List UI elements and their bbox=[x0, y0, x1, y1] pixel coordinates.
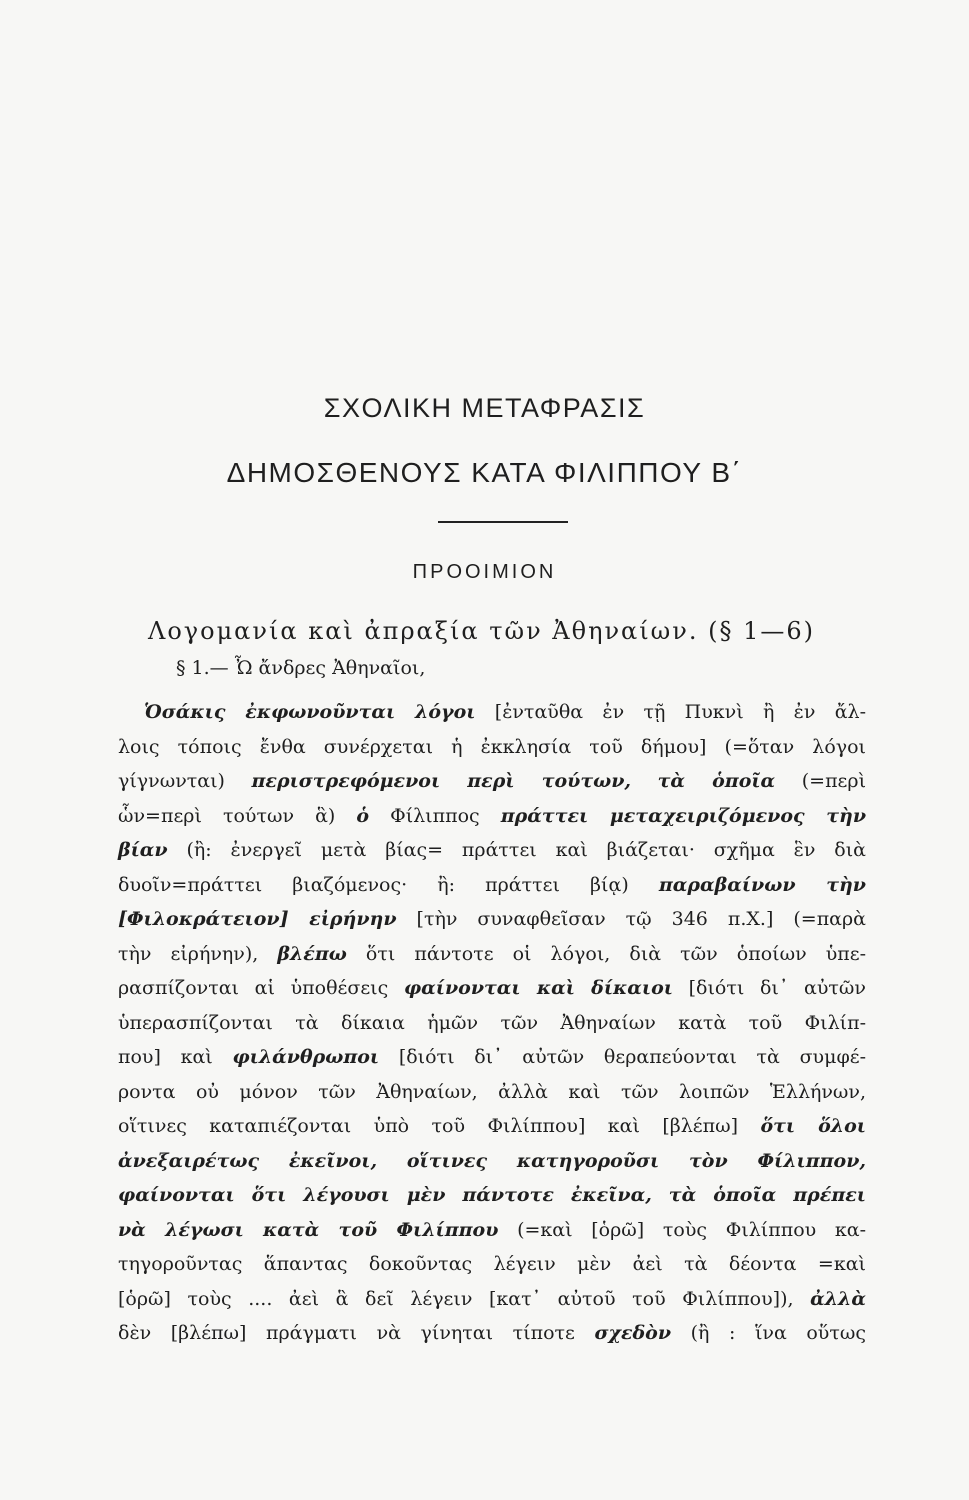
text-line bbox=[118, 833, 866, 868]
text-line bbox=[118, 971, 866, 1006]
text-line bbox=[118, 695, 866, 730]
emphasized-text: [Φιλοκράτειον] εἰρήνην bbox=[118, 908, 397, 930]
text-span: (ἢ: ἐνεργεῖ μετὰ βίας= πράττει καὶ βιάζεται· σχῆμα ἓν διὰ bbox=[167, 839, 866, 861]
text-line bbox=[118, 868, 866, 903]
text-span: [ὁρῶ] τοὺς .... ἀεὶ ἃ δεῖ λέγειν [κατ᾽ αὐτοῦ τοῦ Φιλίππου]), bbox=[118, 1287, 811, 1310]
text-span: τηγοροῦντας ἅπαντας δοκοῦντας λέγειν μὲν ἀεὶ τὰ δέοντα =καὶ bbox=[118, 1253, 866, 1275]
section-heading: ΠΡΟΟΙΜΙΟΝ bbox=[412, 561, 557, 583]
text-line bbox=[118, 764, 866, 799]
emphasized-text: ἀνεξαιρέτως ἐκεῖνοι, οἵτινες κατηγοροῦσι τὸν Φίλιππον, bbox=[118, 1149, 866, 1172]
emphasized-text: περιστρεφόμενοι περὶ τούτων, bbox=[251, 770, 632, 792]
text-span: οἵτινες καταπιέζονται ὑπὸ τοῦ Φιλίππου] καὶ [βλέπω] bbox=[118, 1115, 761, 1137]
emphasized-text: βλέπω bbox=[277, 942, 347, 965]
text-line bbox=[118, 902, 866, 937]
text-span: ροντα οὐ μόνον τῶν Ἀθηναίων, ἀλλὰ καὶ τῶν λοιπῶν Ἑλλήνων, bbox=[118, 1080, 866, 1103]
text-span: δυοῖν=πράττει βιαζόμενος· ἢ: πράττει βίᾳ) bbox=[118, 873, 659, 896]
body-text bbox=[118, 695, 866, 1351]
page-title: ΣΧΟΛΙΚΗ ΜΕΤΑΦΡΑΣΙΣ bbox=[323, 393, 646, 423]
text-span: [διότι δι᾽ αὐτῶν θεραπεύονται τὰ συμφέ- bbox=[379, 1046, 867, 1068]
text-line bbox=[118, 1178, 866, 1213]
text-line bbox=[118, 1075, 866, 1110]
text-span: που] καὶ bbox=[118, 1046, 233, 1068]
text-line bbox=[118, 937, 866, 972]
emphasized-text: σχεδὸν bbox=[594, 1322, 672, 1344]
text-span bbox=[631, 770, 658, 792]
text-span: ὑπερασπίζονται τὰ δίκαια ἡμῶν τῶν Ἀθηναίων κατὰ τοῦ Φιλίπ- bbox=[118, 1011, 866, 1034]
emphasized-text: ὅτι ὅλοι bbox=[760, 1115, 866, 1137]
title-divider bbox=[438, 521, 568, 523]
text-span: δὲν [βλέπω] πράγματι νὰ γίνηται τίποτε bbox=[118, 1322, 595, 1344]
text-line bbox=[118, 1006, 866, 1041]
text-span: λοις τόποις ἔνθα συνέρχεται ἡ ἐκκλησία τοῦ δήμου] (=ὅταν λόγοι bbox=[118, 735, 866, 758]
section-subheading: Λογομανία καὶ ἀπραξία τῶν Ἀθηναίων. (§ 1—6) bbox=[148, 617, 815, 645]
text-line bbox=[118, 1247, 866, 1282]
text-line bbox=[118, 799, 866, 834]
text-span: (ἢ : ἵνα οὕτως bbox=[671, 1322, 867, 1344]
emphasized-text: φαίνονται καὶ δίκαιοι bbox=[403, 977, 673, 999]
emphasized-text: πράττει μεταχειριζόμενος τὴν bbox=[500, 804, 866, 827]
text-line bbox=[118, 1109, 866, 1144]
text-span: τὴν εἰρήνην), bbox=[118, 942, 278, 965]
text-span: (=περὶ bbox=[775, 770, 867, 792]
text-line bbox=[118, 1316, 866, 1351]
text-span: (=καὶ [ὁρῶ] τοὺς Φιλίππου κα- bbox=[498, 1218, 866, 1241]
text-span: Φίλιππος bbox=[369, 804, 501, 827]
text-line bbox=[118, 730, 866, 765]
text-line bbox=[118, 1213, 866, 1248]
emphasized-text: φιλάνθρωποι bbox=[232, 1046, 380, 1068]
emphasized-text: τὰ ὁποῖα bbox=[657, 770, 776, 792]
paragraph-marker: § 1.— Ὦ ἄνδρες Ἀθηναῖοι, bbox=[176, 657, 426, 679]
emphasized-text: φαίνονται ὅτι λέγουσι μὲν πάντοτε ἐκεῖνα, τὰ ὁποῖα πρέπει bbox=[118, 1184, 866, 1206]
text-line bbox=[118, 1282, 866, 1317]
text-span: [τὴν συναφθεῖσαν τῷ 346 π.Χ.] (=παρὰ bbox=[396, 908, 867, 930]
text-line bbox=[118, 1144, 866, 1179]
text-line bbox=[118, 1040, 866, 1075]
text-span: ρασπίζονται αἱ ὑποθέσεις bbox=[118, 977, 404, 999]
emphasized-text: βίαν bbox=[118, 839, 168, 861]
emphasized-text: Ὁσάκις ἐκφωνοῦνται λόγοι bbox=[144, 701, 476, 723]
emphasized-text: παραβαίνων τὴν bbox=[658, 873, 866, 896]
emphasized-text: νὰ λέγωσι κατὰ τοῦ Φιλίππου bbox=[118, 1218, 499, 1241]
text-span: ὧν=περὶ τούτων ἃ) bbox=[118, 804, 357, 827]
text-span: ὅτι πάντοτε οἱ λόγοι, διὰ τῶν ὁποίων ὑπε- bbox=[346, 942, 866, 965]
text-span: [ἐνταῦθα ἐν τῇ Πυκνὶ ἢ ἐν ἄλ- bbox=[475, 701, 867, 723]
text-span: [διότι δι᾽ αὐτῶν bbox=[672, 977, 866, 999]
emphasized-text: ὁ bbox=[356, 804, 370, 827]
page-subtitle: ΔΗΜΟΣΘΕΝΟΥΣ ΚΑΤΑ ΦΙΛΙΠΠΟΥ Β΄ bbox=[226, 457, 743, 488]
text-span: γίγνωνται) bbox=[118, 770, 252, 792]
emphasized-text: ἀλλὰ bbox=[810, 1287, 866, 1310]
